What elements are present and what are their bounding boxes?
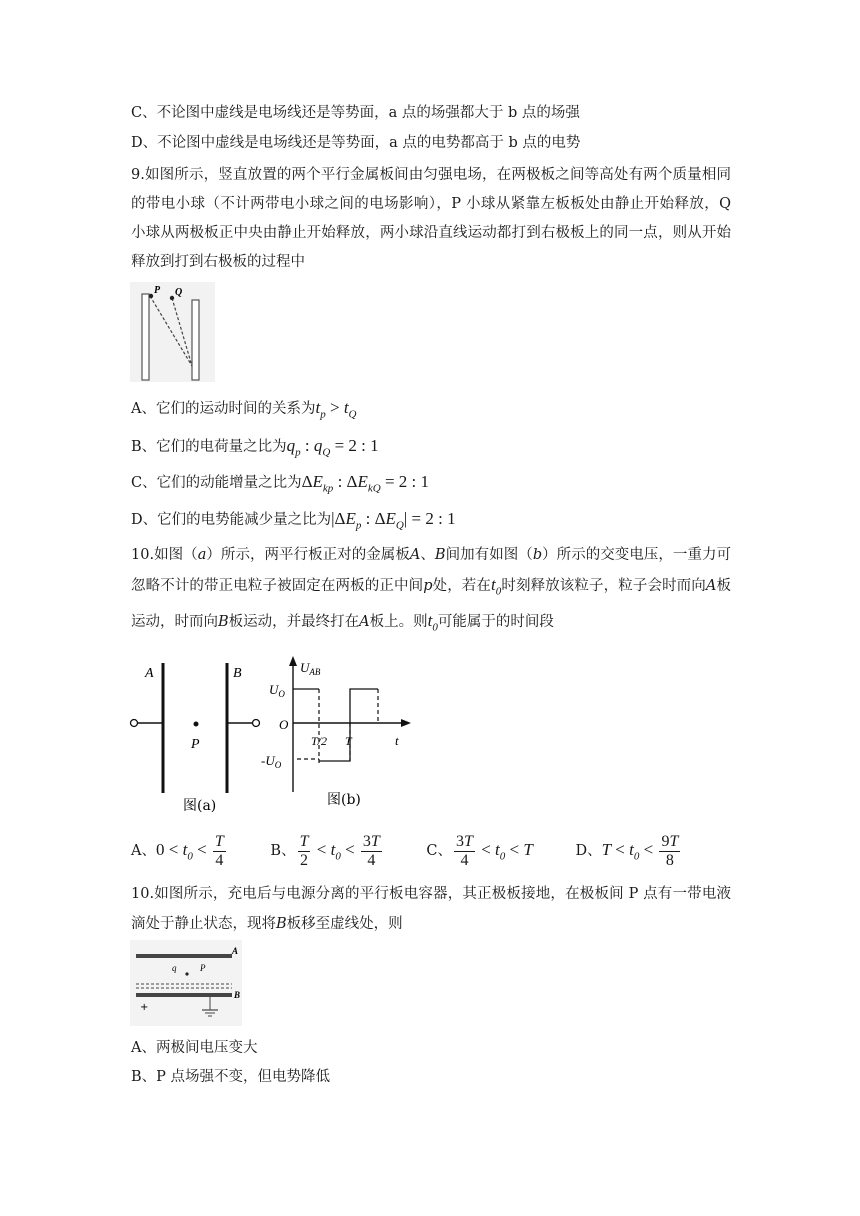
fig-a-caption: 图(a) [183, 798, 217, 814]
q9-ball-q [170, 296, 174, 300]
y-axis-label: $U_{AB}$ [300, 660, 321, 677]
q8-option-d: D、不论图中虚线是电场线还是等势面，a 点的电势都高于 b 点的电势 [131, 135, 581, 151]
q10a-stem: 10.如图（a）所示，两平行板正对的金属板A、B间加有如图（b）所示的交变电压，一重力可忽略不计的带正电粒子被固定在两板的正中间p处，若在$t_0$时刻释放该粒子，粒子会时而向A板运动，时而向B板运动，并最终打在A板上。则$t_0$可能属于的时间段 [131, 547, 732, 634]
q9-option-c: C、它们的动能增量之比为$\Delta E_{kp}$ : $\Delta E_{kQ} = 2$ : 1 [131, 472, 429, 495]
droplet [185, 972, 188, 975]
svg-text:q: q [172, 963, 177, 973]
q9-figure [130, 282, 215, 382]
wave-segment [319, 689, 378, 761]
q10b-figure [130, 940, 242, 1026]
q9-label-q: Q [175, 287, 183, 298]
plate-b [136, 993, 232, 997]
q10a-option-a: A、$0 < t_0$ < $\frac{T}{4}$ [131, 832, 224, 869]
svg-text:A: A [232, 946, 239, 956]
q9-option-a: A、它们的运动时间的关系为$t_p > t_Q$ [131, 398, 357, 421]
q10b-option-b: B、P 点场强不变，但电势降低 [131, 1069, 331, 1085]
plate-a [136, 954, 232, 958]
particle-p-label: P [191, 737, 200, 752]
q9-math-c: $\Delta E_{kp}$ : $\Delta E_{kQ} = 2$ : 1 [301, 472, 429, 495]
q10-figure-b [255, 652, 425, 812]
u0-label: $U_O$ [269, 682, 285, 699]
plate-a-label: A [145, 666, 154, 681]
particle-p [194, 722, 199, 727]
fig-b-caption: 图(b) [327, 792, 361, 808]
origin-label: O [279, 717, 289, 732]
svg-text:P: P [200, 963, 206, 973]
q9-math-d: $|\Delta E_p$ : $\Delta E_Q| = 2$ : 1 [331, 509, 456, 532]
t-period-label: T [345, 734, 352, 748]
plate-b-label: B [233, 666, 242, 681]
q9-right-plate [192, 300, 199, 380]
svg-text:+: + [140, 1002, 149, 1013]
q10a-option-d: D、$T < t_0$ < $\frac{9T}{8}$ [575, 832, 679, 869]
q9-left-plate [142, 294, 149, 380]
q10-figure-a [125, 655, 275, 815]
q10a-option-b: B、 $\frac{T}{2}$ < $t_0$ < $\frac{3T}{4}$ [270, 832, 380, 869]
q8-option-c: C、不论图中虚线是电场线还是等势面，a 点的场强都大于 b 点的场强 [131, 105, 580, 121]
q9-option-d: D、它们的电势能减少量之比为$|\Delta E_p$ : $\Delta E_Q| = 2$ : 1 [131, 509, 456, 532]
q10a-options [131, 828, 720, 878]
neg-u0-label: $-U_O$ [261, 753, 282, 770]
q9-math-b: $q_p$ : $q_Q = 2$ : 1 [286, 436, 379, 459]
q10a-option-c: C、 $\frac{3T}{4}$ < $t_0 < T$ [426, 832, 533, 869]
q9-label-p: P [154, 285, 161, 296]
t-label: t [395, 733, 399, 748]
q9-option-b: B、它们的电荷量之比为$q_p$ : $q_Q = 2$ : 1 [131, 436, 379, 459]
terminal-a [131, 720, 138, 727]
t-half-label: T/2 [311, 734, 328, 748]
q10b-stem: 10.如图所示，充电后与电源分离的平行板电容器，其正极板接地，在极板间 P 点有一带电液滴处于静止状态，现将B板移至虚线处，则 [131, 886, 731, 932]
q9-math-a: $t_p > t_Q$ [315, 398, 357, 421]
q9-ball-p [149, 294, 153, 298]
svg-text:B: B [234, 990, 241, 1000]
q9-stem: 9.如图所示，竖直放置的两个平行金属板间由匀强电场，在两极板之间等高处有两个质量相同的带电小球（不计两带电小球之间的电场影响），P 小球从紧靠左板板处由静止开始释放，Q 小球从两极板正中央由静止开始释放，两小球沿直线运动都打到右极板上的同一点，则从开始释放到打到右极板的过程中 [131, 167, 731, 270]
q10b-option-a: A、两极间电压变大 [131, 1040, 258, 1056]
